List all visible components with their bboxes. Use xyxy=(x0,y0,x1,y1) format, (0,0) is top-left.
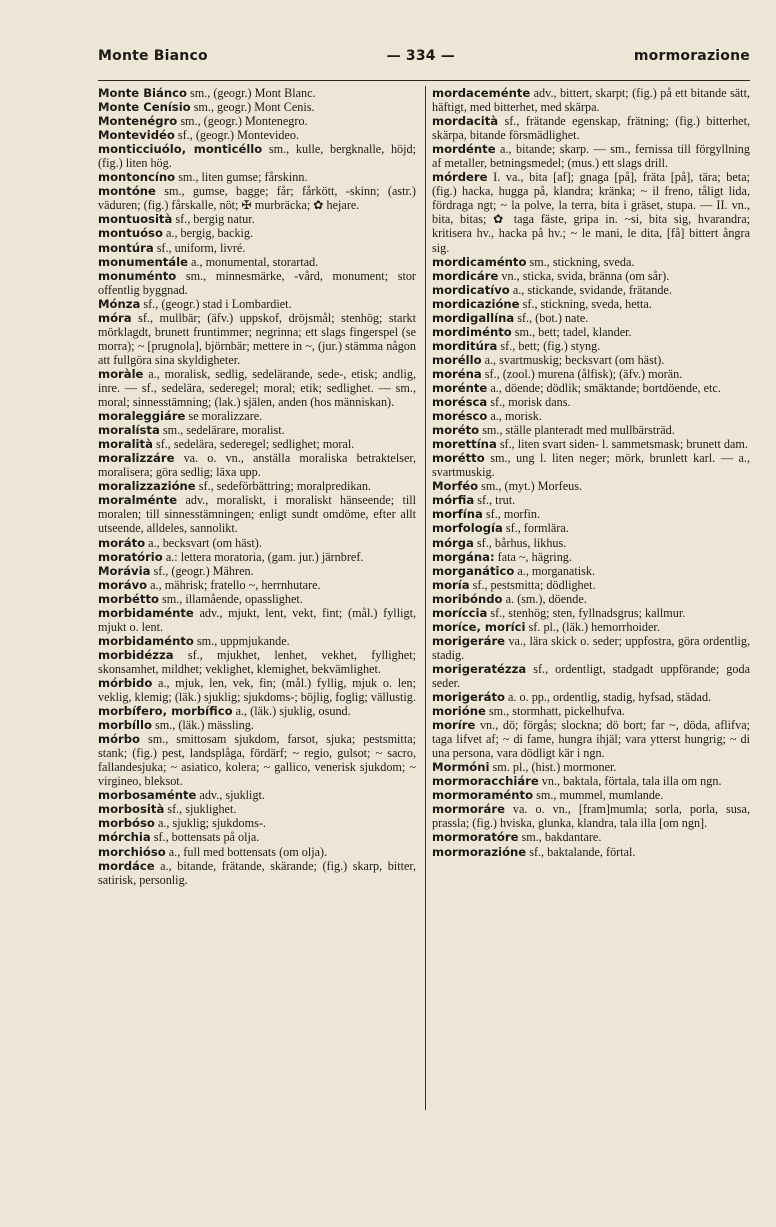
entry-headword: morbíllo xyxy=(98,718,152,733)
entry-definition: vn., baktala, förtala, tala illa om ngn. xyxy=(538,774,722,789)
entry-headword: morchióso xyxy=(98,844,166,859)
entry-headword: morióne xyxy=(432,704,486,719)
dictionary-entry xyxy=(98,437,416,451)
dictionary-entry xyxy=(432,690,750,704)
entry-headword: mordiménto xyxy=(432,324,512,339)
entry-headword: montoncíno xyxy=(98,170,176,185)
dictionary-entry xyxy=(432,620,750,634)
header-right-guideword: mormorazione xyxy=(633,48,750,64)
dictionary-entry xyxy=(432,845,750,859)
entry-headword: morbosità xyxy=(98,802,165,817)
entry-definition: va. o. vn., [fram]mumla; sorla, porla, susa, prassla; (fig.) hviska, glunka, klandra, tala illa [om ngn]. xyxy=(432,802,750,831)
entry-definition: a., bitande; skarp. — sm., fernissa till förgyllning af metaller, betningsmedel; (mus.) ett slags drill. xyxy=(432,142,750,171)
entry-definition: sf., morisk dans. xyxy=(487,395,571,410)
entry-headword: móra xyxy=(98,310,132,325)
entry-definition: sf., stenhög; sten, fyllnadsgrus; kallmur. xyxy=(487,605,686,620)
entry-definition: adv., sjukligt. xyxy=(196,788,265,803)
dictionary-entry xyxy=(98,816,416,830)
dictionary-entry xyxy=(98,255,416,269)
entry-headword: moríce, moríci xyxy=(432,619,526,634)
entry-headword: mórdere xyxy=(432,170,488,185)
dictionary-entry xyxy=(432,423,750,437)
entry-definition: a.: lettera moratoria, (gam. jur.) järnbref. xyxy=(162,549,364,564)
entry-definition: a., morganatisk. xyxy=(514,563,595,578)
dictionary-entry xyxy=(432,606,750,620)
entry-definition: sm., (geogr.) Mont Blanc. xyxy=(186,86,316,100)
entry-headword: moralità xyxy=(98,437,153,452)
entry-definition: sf., (geogr.) stad i Lombardiet. xyxy=(140,296,292,311)
entry-definition: sf., sedeförbättring; moralpredikan. xyxy=(195,479,371,494)
dictionary-entry xyxy=(432,451,750,479)
dictionary-entry xyxy=(98,704,416,718)
entry-definition: a., mjuk, len, vek, fin; (mål.) fyllig, mjuk o. len; veklig, klemig; (läk.) sjuklig; sjukdoms-; böjlig, foglig; vällustig. xyxy=(98,675,416,705)
dictionary-entry xyxy=(432,662,750,690)
entry-definition: sm., minnesmärke, -vård, monument; stor offentlig byggnad. xyxy=(98,268,416,297)
entry-definition: sf., mjukhet, lenhet, vekhet, fyllighet; skonsamhet, mildhet; veklighet, klemighet, bekvämlighet. xyxy=(98,647,416,676)
entry-definition: sm., uppmjukande. xyxy=(193,633,290,648)
entry-headword: moratório xyxy=(98,549,163,564)
dictionary-entry xyxy=(432,507,750,521)
entry-headword: moréto xyxy=(432,423,480,438)
dictionary-entry xyxy=(432,493,750,507)
entry-definition: vn., dö; förgås; slockna; dö bort; far ~, döda, aflifva; taga lifvet af; ~ di fame, hungra ihjäl; vara ytterst hungrig; ~ di una persona, vara dödligt kär i ngn. xyxy=(432,718,750,761)
dictionary-entry xyxy=(98,578,416,592)
entry-headword: montúra xyxy=(98,240,154,255)
dictionary-entry xyxy=(432,381,750,395)
entry-headword: morditúra xyxy=(432,338,498,353)
entry-definition: sm., stormhatt, pickelhufva. xyxy=(485,704,625,719)
dictionary-entry xyxy=(98,367,416,409)
entry-definition: sm., bett; tadel, klander. xyxy=(511,324,632,339)
entry-headword: morettína xyxy=(432,437,497,452)
entry-definition: sm., bakdantare. xyxy=(518,830,602,845)
entry-definition: sf., mullbär; (äfv.) uppskof, dröjsmål; stenhög; starkt mörklagdt, brunett fruntimmer; negrinna; ett slags fingerspel (se morra); ~ [prugnola], björnbär; mettere in ~, (jur.) stämma någon att fullgöra sina skyldigheter. xyxy=(98,310,416,367)
entry-headword: mordicáre xyxy=(432,268,499,283)
entry-headword: morénte xyxy=(432,380,488,395)
dictionary-entry xyxy=(432,437,750,451)
entry-headword: moréllo xyxy=(432,352,482,367)
entry-definition: a., bitande, frätande, skärande; (fig.) skarp, bitter, satirisk, personlig. xyxy=(98,858,416,887)
entry-definition: adv., moraliskt, i moraliskt hänseende; till moralen; till sinnesstämningen; enligt sundt omdöme, efter allt utseende, alldeles, sannolikt. xyxy=(98,493,416,536)
entry-definition: a., stickande, svidande, frätande. xyxy=(509,282,672,297)
dictionary-entry xyxy=(432,339,750,353)
entry-headword: moribóndo xyxy=(432,591,503,606)
entry-headword: moralizzáre xyxy=(98,451,175,466)
entry-definition: sf., bottensats på olja. xyxy=(150,830,260,845)
entry-headword: Mónza xyxy=(98,296,141,311)
dictionary-entry xyxy=(98,184,416,212)
dictionary-entry xyxy=(98,830,416,844)
entry-headword: Morávia xyxy=(98,563,151,578)
dictionary-entry xyxy=(98,409,416,423)
dictionary-entry xyxy=(98,269,416,297)
entry-headword: Morféo xyxy=(432,479,479,494)
entry-definition: sf., (geogr.) Mähren. xyxy=(150,563,254,578)
entry-definition: se moralizzare. xyxy=(185,409,263,424)
entry-definition: sf., uniform, livré. xyxy=(153,240,246,255)
entry-headword: monticciuólo, monticéllo xyxy=(98,142,263,157)
entry-headword: morbidaménto xyxy=(98,633,194,648)
entry-definition: sf., formlära. xyxy=(502,521,569,536)
entry-headword: Monte Cenísio xyxy=(98,100,191,115)
dictionary-entry xyxy=(432,311,750,325)
left-column xyxy=(98,86,416,887)
entry-definition: a., monumental, storartad. xyxy=(187,254,319,269)
entry-headword: mordicaménto xyxy=(432,254,527,269)
dictionary-entry xyxy=(98,451,416,479)
entry-definition: sf., (geogr.) Montevideo. xyxy=(174,128,300,143)
entry-definition: sf., baktalande, förtal. xyxy=(526,844,636,859)
dictionary-entry xyxy=(98,311,416,367)
entry-definition: a. o. pp., ordentlig, stadig, hyfsad, städad. xyxy=(504,690,712,705)
entry-definition: sm., (läk.) mässling. xyxy=(151,718,254,733)
dictionary-entry xyxy=(432,536,750,550)
entry-headword: montuóso xyxy=(98,226,163,241)
entry-headword: morbífero, morbífico xyxy=(98,704,233,719)
entry-headword: morganático xyxy=(432,563,515,578)
entry-headword: montuosità xyxy=(98,212,173,227)
entry-headword: monuménto xyxy=(98,268,177,283)
page-number: — 334 — xyxy=(386,48,456,64)
entry-definition: sf., sedelära, sederegel; sedlighet; moral. xyxy=(152,437,355,452)
entry-headword: morésco xyxy=(432,409,488,424)
entry-definition: sm., mummel, mumlande. xyxy=(533,788,664,803)
dictionary-entry xyxy=(98,732,416,788)
entry-definition: sf., bett; (fig.) styng. xyxy=(497,338,601,353)
entry-headword: morétto xyxy=(432,451,485,466)
entry-headword: mormoratóre xyxy=(432,830,519,845)
header-left-guideword: Monte Bianco xyxy=(98,48,208,64)
entry-definition: a., becksvart (om häst). xyxy=(145,535,262,550)
dictionary-entry xyxy=(432,760,750,774)
entry-definition: sf. pl., (läk.) hemorrhoider. xyxy=(525,619,660,634)
dictionary-entry xyxy=(98,493,416,535)
dictionary-entry xyxy=(98,634,416,648)
dictionary-entry xyxy=(432,367,750,381)
dictionary-entry xyxy=(432,269,750,283)
entry-headword: mordacità xyxy=(432,114,499,129)
dictionary-entry xyxy=(98,788,416,802)
dictionary-entry xyxy=(432,409,750,423)
dictionary-entry xyxy=(98,479,416,493)
entry-definition: sf., bårhus, likhus. xyxy=(473,535,567,550)
entry-headword: Monte Biánco xyxy=(98,86,187,100)
dictionary-entry xyxy=(98,241,416,255)
dictionary-entry xyxy=(98,212,416,226)
dictionary-entry xyxy=(98,859,416,887)
entry-headword: moralizzazióne xyxy=(98,479,196,494)
dictionary-entry xyxy=(432,255,750,269)
entry-headword: moràle xyxy=(98,366,144,381)
dictionary-entry xyxy=(98,142,416,170)
entry-headword: morbidézza xyxy=(98,647,174,662)
entry-headword: Montenégro xyxy=(98,114,178,129)
dictionary-entry xyxy=(432,142,750,170)
dictionary-entry xyxy=(98,606,416,634)
dictionary-entry xyxy=(98,845,416,859)
entry-headword: morfína xyxy=(432,507,483,522)
entry-headword: mordigallína xyxy=(432,310,515,325)
entry-definition: va., lära skick o. seder; uppfostra, göra ordentlig, stadig. xyxy=(432,633,750,662)
entry-headword: morbosaménte xyxy=(98,788,197,803)
entry-headword: moréna xyxy=(432,366,482,381)
dictionary-entry xyxy=(432,170,750,254)
dictionary-entry xyxy=(432,395,750,409)
running-header xyxy=(98,48,750,72)
entry-headword: Montevidéo xyxy=(98,128,175,143)
dictionary-entry xyxy=(98,802,416,816)
entry-definition: sm., kulle, bergknalle, höjd; (fig.) liten hög. xyxy=(98,142,416,171)
entry-definition: sf., bergig natur. xyxy=(172,212,255,227)
entry-definition: sf., (zool.) murena (ålfisk); (äfv.) morän. xyxy=(481,366,683,381)
entry-definition: sm., ställe planteradt med mullbärsträd. xyxy=(479,423,675,438)
dictionary-entry xyxy=(432,788,750,802)
entry-headword: morgána: xyxy=(432,549,495,564)
dictionary-entry xyxy=(432,774,750,788)
header-rule xyxy=(98,80,750,81)
entry-headword: mormorazióne xyxy=(432,844,527,859)
entry-headword: mórbo xyxy=(98,732,141,747)
entry-headword: morfología xyxy=(432,521,503,536)
entry-headword: mórchia xyxy=(98,830,151,845)
entry-definition: sm., gumse, bagge; får; fårkött, -skinn; (astr.) väduren; (fig.) fårskalle, nöt; ✠ murbräcka; ✿ hejare. xyxy=(98,184,416,213)
dictionary-entry xyxy=(432,114,750,142)
entry-definition: sm., illamående, opasslighet. xyxy=(158,591,303,606)
entry-definition: a., full med bottensats (om olja). xyxy=(165,844,328,859)
entry-definition: a. (sm.), döende. xyxy=(502,591,587,606)
entry-headword: morigeráre xyxy=(432,633,506,648)
entry-definition: a., döende; dödlik; smäktande; bortdöende, etc. xyxy=(487,380,721,395)
entry-headword: morigeratézza xyxy=(432,661,527,676)
dictionary-entry xyxy=(98,564,416,578)
entry-definition: a., morisk. xyxy=(487,409,542,424)
entry-definition: I. va., bita [af]; gnaga [på], fräta [på], tära; beta; (fig.) hacka, hugga på, klandra; kränka; ~ il freno, tåligt lida, fördraga ngt; ~ la polve, la terra, bita i gräset, stupa. — II. vn., bita, bitas; ✿ taga fäste, gripa in. ~si, bita sig, hvarandra; kritisera hv., hacka på hv.; ~ le mani, le dita, [få] bittert ångra sig. xyxy=(432,170,750,255)
entry-definition: sm., ung l. liten neger; mörk, brunlett karl. — a., svartmuskig. xyxy=(432,451,750,480)
entry-headword: morbétto xyxy=(98,591,159,606)
dictionary-entry xyxy=(432,592,750,606)
dictionary-entry xyxy=(432,718,750,760)
entry-definition: adv., mjukt, lent, vekt, fint; (mål.) fylligt, mjukt o. lent. xyxy=(98,605,416,634)
entry-headword: mormoraménto xyxy=(432,788,534,803)
dictionary-entry xyxy=(432,830,750,844)
entry-definition: sf., pestsmitta; dödlighet. xyxy=(469,577,596,592)
entry-definition: sm., (geogr.) Montenegro. xyxy=(177,114,308,129)
entry-headword: mordáce xyxy=(98,858,155,873)
dictionary-entry xyxy=(98,550,416,564)
entry-headword: montóne xyxy=(98,184,156,199)
dictionary-entry xyxy=(432,86,750,114)
entry-headword: mórga xyxy=(432,535,474,550)
dictionary-entry xyxy=(432,634,750,662)
entry-definition: a., svartmuskig; becksvart (om häst). xyxy=(481,352,665,367)
dictionary-entry xyxy=(432,521,750,535)
entry-definition: sf., morfin. xyxy=(482,507,541,522)
entry-headword: mormoracchiáre xyxy=(432,774,539,789)
column-divider xyxy=(425,86,426,1110)
entry-definition: sm., sedelärare, moralist. xyxy=(159,423,285,438)
entry-headword: mormoráre xyxy=(432,802,505,817)
entry-headword: morésca xyxy=(432,395,488,410)
entry-definition: adv., bittert, skarpt; (fig.) på ett bitande sätt, häftigt, med bitterhet, med skärpa. xyxy=(432,86,750,115)
entry-definition: a., moralisk, sedlig, sedelärande, sede-, etisk; andlig, inre. — sf., sedelära, sederegel; moral; etik; sedlighet. — sm., moral; sinnesstämning; (lak.) själen, anden (hos människan). xyxy=(98,366,416,410)
dictionary-entry xyxy=(432,704,750,718)
dictionary-entry xyxy=(432,564,750,578)
entry-headword: morbidaménte xyxy=(98,605,194,620)
entry-definition: sf., liten svart siden- l. sammetsmask; brunett dam. xyxy=(496,437,748,452)
dictionary-entry xyxy=(432,283,750,297)
entry-definition: a., sjuklig; sjukdoms-. xyxy=(154,816,266,831)
entry-headword: moralménte xyxy=(98,493,178,508)
dictionary-entry xyxy=(98,648,416,676)
dictionary-entry xyxy=(98,592,416,606)
entry-definition: sf., (bot.) nate. xyxy=(514,310,589,325)
entry-headword: moralísta xyxy=(98,423,160,438)
entry-headword: Mormóni xyxy=(432,760,490,775)
entry-headword: moráto xyxy=(98,535,146,550)
dictionary-entry xyxy=(98,423,416,437)
entry-headword: mordicatívo xyxy=(432,282,510,297)
dictionary-entry xyxy=(432,353,750,367)
entry-headword: mórbido xyxy=(98,675,153,690)
entry-definition: sf., stickning, sveda, hetta. xyxy=(519,296,652,311)
entry-headword: moríccia xyxy=(432,605,488,620)
entry-definition: sf., frätande egenskap, frätning; (fig.) bitterhet, skärpa, bitande försmädlighet. xyxy=(432,114,750,143)
dictionary-entry xyxy=(98,536,416,550)
entry-headword: moraleggiáre xyxy=(98,409,186,424)
dictionary-entry xyxy=(98,114,416,128)
entry-headword: morigeráto xyxy=(432,690,505,705)
entry-headword: mórfia xyxy=(432,493,475,508)
dictionary-entry xyxy=(98,226,416,240)
dictionary-entry xyxy=(432,578,750,592)
dictionary-entry xyxy=(98,100,416,114)
entry-definition: sm., liten gumse; fårskinn. xyxy=(175,170,308,185)
entry-headword: morávo xyxy=(98,577,148,592)
entry-headword: morbóso xyxy=(98,816,155,831)
entry-headword: monumentále xyxy=(98,254,188,269)
entry-headword: mordaceménte xyxy=(432,86,531,100)
entry-definition: fata ~, hägring. xyxy=(494,549,572,564)
dictionary-entry xyxy=(98,170,416,184)
entry-definition: sm., (myt.) Morfeus. xyxy=(478,479,583,494)
dictionary-entry xyxy=(432,479,750,493)
entry-headword: mordicazióne xyxy=(432,296,520,311)
dictionary-entry xyxy=(98,676,416,704)
entry-definition: va. o. vn., anställa moraliska betraktelser, moralisera; göra sedlig; läxa upp. xyxy=(98,451,416,480)
entry-headword: mordénte xyxy=(432,142,496,157)
dictionary-entry xyxy=(98,128,416,142)
entry-headword: moría xyxy=(432,577,470,592)
entry-headword: moríre xyxy=(432,718,476,733)
entry-definition: sm., geogr.) Mont Cenis. xyxy=(190,100,315,115)
right-column xyxy=(432,86,750,859)
entry-definition: a., (läk.) sjuklig, osund. xyxy=(232,704,351,719)
entry-definition: a., mährisk; fratello ~, herrnhutare. xyxy=(147,577,321,592)
entry-definition: sm. pl., (hist.) mormoner. xyxy=(489,760,617,775)
entry-definition: sf., trut. xyxy=(474,493,516,508)
dictionary-entry xyxy=(98,718,416,732)
entry-definition: vn., sticka, svida, bränna (om sår). xyxy=(498,268,670,283)
dictionary-entry xyxy=(432,325,750,339)
entry-definition: sm., smittosam sjukdom, farsot, sjuka; pestsmitta; stank; (fig.) pest, landsplåga, fördärf; ~ regio, gulsot; ~ sacro, fallandesjuka; ~ asiatico, kolera; ~ gallico, venerisk sjukdom; ~ virgineo, bleksot. xyxy=(98,732,416,789)
dictionary-entry xyxy=(432,297,750,311)
entry-definition: sm., stickning, sveda. xyxy=(526,254,635,269)
dictionary-entry xyxy=(98,297,416,311)
dictionary-entry xyxy=(432,802,750,830)
entry-definition: a., bergig, backig. xyxy=(162,226,254,241)
entry-definition: sf., sjuklighet. xyxy=(164,802,237,817)
dictionary-entry xyxy=(432,550,750,564)
entry-definition: sf., ordentligt, stadgadt uppförande; goda seder. xyxy=(432,661,750,690)
dictionary-entry xyxy=(98,86,416,100)
